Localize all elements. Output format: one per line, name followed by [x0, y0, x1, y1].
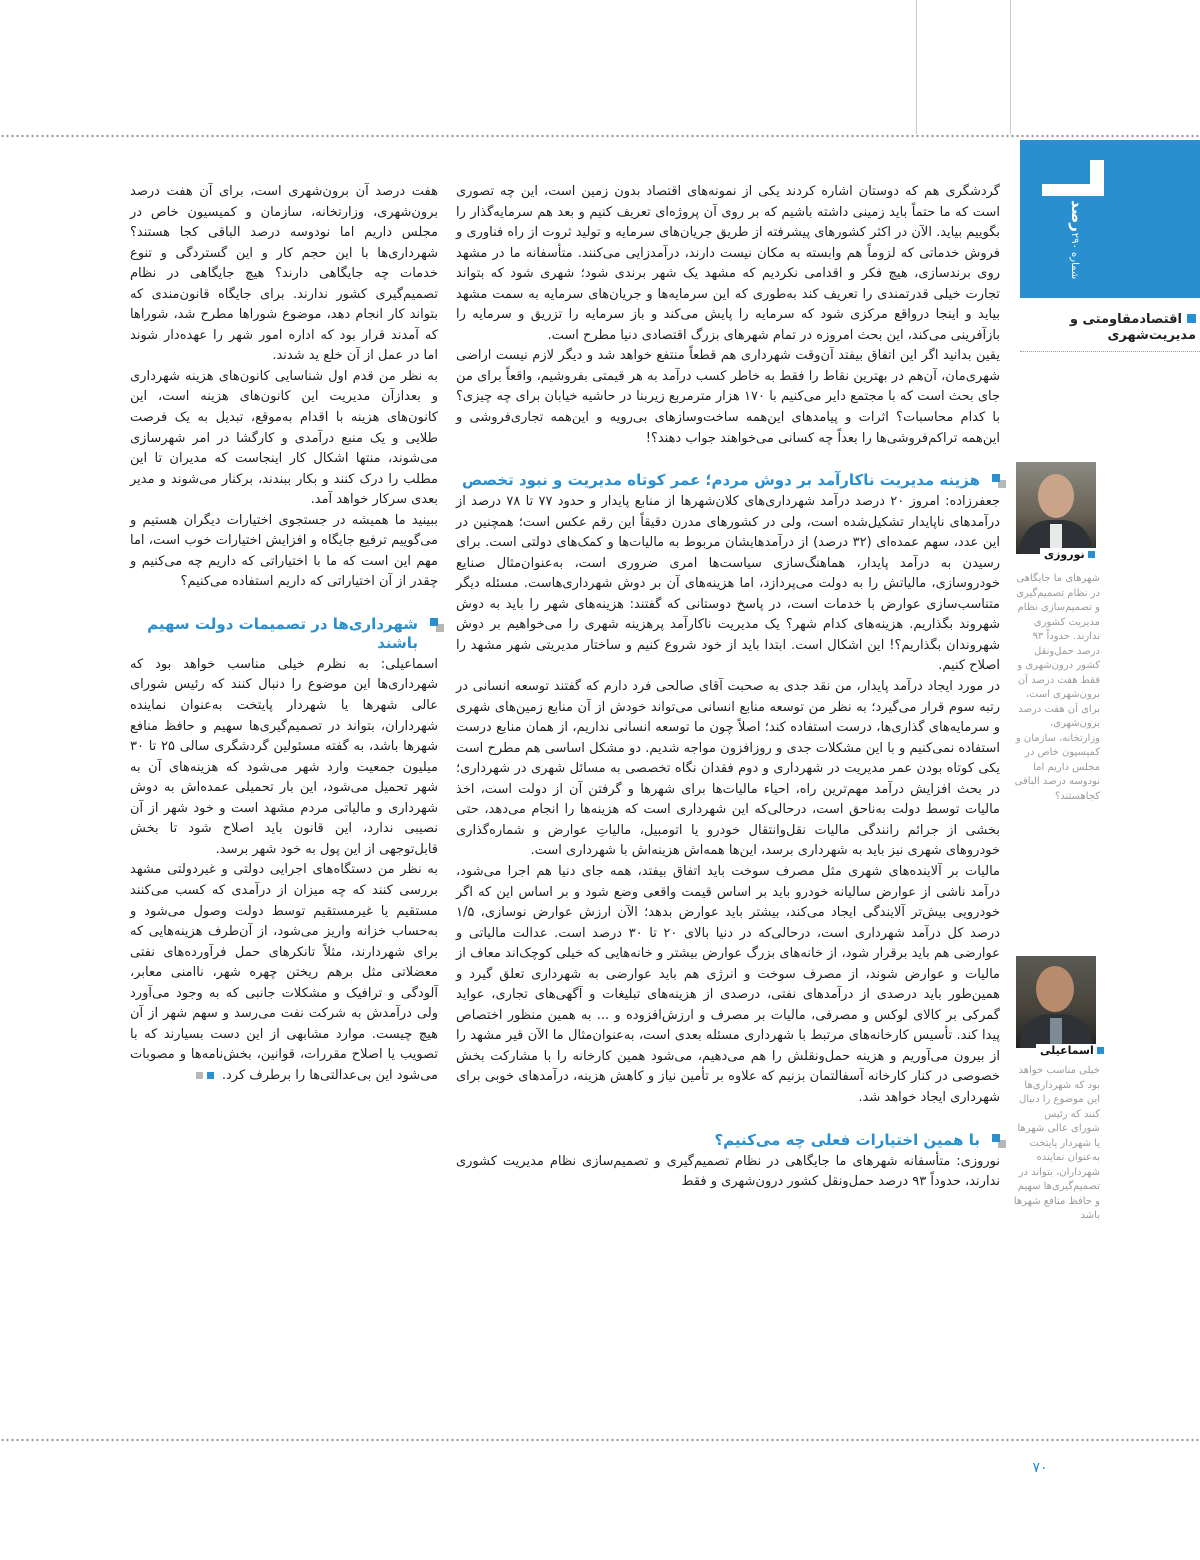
page-number: ۷۰	[1032, 1460, 1048, 1476]
heading-square-icon	[992, 1134, 1000, 1142]
esmaili-name-tag: اسماعیلی	[1036, 1044, 1108, 1058]
paragraph: گردشگری هم که دوستان اشاره کردند یکی از نمونه‌های اقتصاد بدون زمین است، این چه تصوری است که ما حتماً باید زمینی داشته باشیم که بر روی آن پروژه‌ای تعریف کنیم و بعد هم سرمایه‌گذار را بگوییم بیاید. الآن در اکثر کشورهای پیشرفته از طریق جریان‌های سرمایه و تولید ثروت از راه فناوری و فروش خدماتی که لزوماً هم وابسته به مکان نیست دارند، درآمدزایی می‌کنند. متأسفانه ما در مشهد روی برندسازی، هیچ فکر و اقدامی نکردیم که مشهد یک شهر برندی شود؛ شهری شود که بتواند تجارت خیلی قدرتمندی را تعریف کند به‌طوری که این سرمایه‌ها و جریان‌های سرمایه به سمت مشهد بیاید و اینجا درواقع مرکزی شود که سرمایه را پایش می‌کند و باز سرمایه را تزریق و سرمایه را بازآفرینی می‌کند، این بحث امروزه در تمام شهرهای بزرگ اقتصادی دنیا مطرح است.	[456, 184, 1000, 343]
heading-square-icon	[430, 618, 438, 626]
subheading: هزینه مدیریت ناکارآمد بر دوش مردم؛ عمر کوتاه مدیریت و نبود تخصص	[456, 471, 1000, 490]
header-rule-right	[1010, 0, 1011, 134]
section-square-icon	[1187, 314, 1196, 323]
end-mark-icon	[196, 1072, 203, 1079]
subheading: با همین اختیارات فعلی چه می‌کنیم؟	[456, 1131, 1000, 1150]
section-rule	[1020, 351, 1200, 352]
subheading: شهرداری‌ها در تصمیمات دولت سهیم باشند	[130, 615, 438, 653]
section-label: اقتصادمقاومتی و مدیریت‌شهری	[1069, 312, 1196, 343]
esmaili-photo	[1016, 956, 1096, 1048]
magazine-name: رصد	[1068, 200, 1086, 232]
paragraph: یقین بدانید اگر این اتفاق بیفتد آن‌وقت شهرداری هم قطعاً منتفع خواهد شد و دیگر لازم نیست اراضی شهری‌مان، آن‌هم در بهترین نقاط را فقط به خاطر کسب درآمد به هر قیمتی بفروشیم، واقعاً برای من جای بحث است که با مجتمع دایر می‌کنیم با ۱۷۰ هزار مترمربع زیربنا در حاشیه خیابان برای چه چیزی؟ با کدام محاسبات؟ اثرات و پیامدهای این‌همه ساخت‌وسازهای بی‌رویه و این‌همه تجاری‌فروشی و این‌همه تراکم‌فروشی‌ها را بعداً چه کسانی می‌خواهند جواب دهند؟!	[456, 348, 1000, 446]
top-dotted-rule	[0, 134, 1200, 138]
article-column-left	[130, 182, 438, 1086]
tag-square-icon	[1088, 551, 1095, 558]
paragraph: نوروزی: متأسفانه شهرهای ما جایگاهی در نظام تصمیم‌گیری و تصمیم‌سازی نظام مدیریت کشوری ندارند، حدوداً ۹۳ درصد حمل‌ونقل کشور درون‌شهری و فقط	[456, 1153, 1000, 1190]
paragraph: به نظر من دستگاه‌های اجرایی دولتی و غیردولتی مشهد بررسی کنند که چه میزان از درآمدی که کسب می‌کنند مستقیم یا غیرمستقیم توسط دولت وصول می‌شود و به‌حساب خزانه واریز می‌شود، از آن‌طرف هزینه‌هایی که برای شهردارند، مثلاً تانکرهای حمل فرآورده‌های نفتی معضلاتی مثل برهم ریختن چهره شهر، ناامنی معابر، آلودگی و ترافیک و مشکلات جانبی که به وجود می‌آورد ولی درآمدش به شرکت نفت می‌رسد و سهم شهر از آن هیچ چیست. موارد مشابهی از این دست بسیارند که با تصویب یا اصلاح مقررات، قوانین، بخش‌نامه‌ها و مصوبات می‌شود این بی‌عدالتی‌ها را برطرف کرد.	[130, 862, 438, 1083]
esmaili-pullquote: خیلی مناسب خواهد بود که شهرداری‌ها این موضوع را دنبال کنند که رئیس شورای عالی شهرها یا شهردار پایتخت به‌عنوان نماینده شهرداران، بتواند در تصمیم‌گیری‌ها سهیم و حافظ منافع شهرها باشد	[1013, 1065, 1100, 1221]
paragraph: هفت درصد آن برون‌شهری است، برای آن هفت درصد برون‌شهری، وزارتخانه، سازمان و کمیسیون خاص در مجلس داریم اما نودوسه درصد الباقی کجا هستند؟ شهرداری‌ها با این حجم کار و این گستردگی و تنوع خدمات چه جایگاهی دارند؟ هیچ جایگاهی در نظام تصمیم‌گیری کشور ندارند. برای جایگاه قانون‌مندی که بتواند کار انجام دهد، موضوع شوراها مطرح شد، شوراها که آمدند قرار بود که اداره امور شهر را عهده‌دار شوند اما در عمل از آن خلع ید شدند.	[130, 184, 438, 364]
heading-square-icon	[992, 474, 1000, 482]
magazine-logo	[1032, 156, 1112, 284]
paragraph: در مورد ایجاد درآمد پایدار، من نقد جدی به صحبت آقای صالحی فرد دارم که گفتند توسعه انسانی در رتبه سوم قرار می‌گیرد؛ به نظر من توسعه منابع انسانی می‌تواند خودش از آن منابع زمین‌های شهری و سرمایه‌های گذاری‌ها، درست استفاده کند؛ اصلاً چون ما توسعه انسانی نداریم، از همان منابع درست استفاده نمی‌کنیم و با این مشکلات جدی و روزافزون مواجه شدیم. دو مشکل اساسی هم مطرح است یکی کوتاه بودن عمر مدیریت در شهرداری و دوم فقدان نگاه تخصصی به مسائل شهری در شهرداری؛ در بحث افزایش درآمد مهم‌ترین راه، احیاء مالیات‌ها برای شهرها و گرفتن آن از دولت است، اخذ مالیات توسط دولت به‌ناحق است، درحالی‌که این شهرداری است که هزینه‌ها را انجام می‌دهد، حتی بخشی از جرائم رانندگی مالیات نقل‌وانتقال خودرو یا اتومبیل، مالیاتِ عوارض و شماره‌گذاری خودروهای شهری نیز باید به شهرداری برسد، این‌ها همه‌اش هزینه‌اش با شهرداری است.	[456, 679, 1000, 859]
bottom-dotted-rule	[0, 1438, 1200, 1442]
nowruzi-photo	[1016, 462, 1096, 554]
issue-number: شماره ۲۹۰	[1069, 232, 1080, 280]
paragraph: جعفرزاده: امروز ۲۰ درصد درآمد شهرداری‌های کلان‌شهرها از منابع پایدار و حدود ۷۷ تا ۷۸ درصد از درآمدهای ناپایدار تشکیل‌شده است، ولی در کشورهای مدرن دقیقاً این رقم عکس است؛ همچنین در این عدد، سهم عمده‌ای (۳۲ درصد) از درآمدهایشان مربوط به مالیات‌ها و کمک‌های دولتی است. برای رسیدن به درآمد پایدار، هماهنگ‌سازی سیاست‌ها امری ضروری است، به‌عنوان‌مثال صنایع خودروسازی، مالیاتش را به دولت می‌پردازد، اما هزینه‌های آن بر دوش شهرداری‌هاست. مسئله دیگر متناسب‌سازی عوارض با خدمات است، در پاسخ دوستانی که گفتند: هزینه‌های شهر را باید به دوش شهروند بگذاریم. هزینه‌های کدام شهر؟ یک مدیریت ناکارآمد پرهزینه شهری را می‌خواهیم بر دوش شهروندان بگذاریم؟! این اشکال است. ابتدا باید از خود شروع کنیم و ساختار مدیریتی شهر مشهد را اصلاح کنیم.	[456, 494, 1000, 674]
paragraph: ببینید ما همیشه در جستجوی اختیارات دیگران هستیم و می‌گوییم ترفیع جایگاه و افزایش اختیارات خوب است، اما مهم این است که ما با اختیاراتی که داریم چه می‌کنیم و چقدر از آن اختیاراتی که داریم استفاده می‌کنیم؟	[130, 512, 438, 590]
tag-square-icon	[1097, 1047, 1104, 1054]
article-column-right	[456, 182, 1000, 1193]
nowruzi-pullquote: شهرهای ما جایگاهی در نظام تصمیم‌گیری و تصمیم‌سازی نظام مدیریت کشوری ندارند. حدوداً ۹۳ درصد حمل‌ونقل کشور درون‌شهری و فقط هفت درصد آن برون‌شهری است، برای آن هفت درصد برون‌شهری، وزارتخانه، سازمان و کمیسیون خاص در مجلس داریم اما نودوسه درصد الباقی کجاهستند؟	[1014, 573, 1100, 802]
nowruzi-name-tag: نوروزی	[1040, 548, 1099, 562]
end-mark-icon	[207, 1072, 214, 1079]
paragraph: مالیات بر آلاینده‌های شهری مثل مصرف سوخت باید اتفاق بیفتد، همه جای دنیا هم اجرا می‌شود، درآمد ناشی از عوارض سالیانه خودرو باید بر اساس قیمت واقعی وضع شود و بر اساس این که اگر خودرویی بیش‌تر آلایندگی ایجاد می‌کند، بیشتر باید عوارض بدهد؛ الآن ارزش عوارض نوسازی، ۱/۵ درصد کل درآمد شهرداری است، درحالی‌که در دنیا بالای ۲۰ تا ۳۰ درصد است. عدالت مالیاتی و عوارضی هم باید برقرار شود، از خانه‌های بزرگ عوارض بیشتر و خانه‌هایی که خیلی کوچک‌اند معاف از مالیات و عوارض شوند، از مصرف سوخت و انرژی هم باید عوارضی به شهرداری تعلق گیرد و همین‌طور باید درصدی از درآمدهای نفتی، درصدی از هزینه‌های تبلیغات و آگهی‌های تجاری، عواید گمرکی بر کالای لوکس و مصرفی، مالیات بر مصرف و ارزش‌افزوده و ... به همین منظور اختصاص پیدا کند. تأسیس کارخانه‌های مرتبط با شهرداری مسئله بعدی است، به‌عنوان‌مثال ما الآن قیر مشهد را از بیرون می‌آوریم و هزینه حمل‌ونقلش را هم می‌دهیم، می‌شود همین کارخانه را با مشارکت بخش خصوصی در کنار کارخانه آسفالتمان بزنیم که علاوه بر تأمین نیاز و کاهش هزینه، درآمدهای خوبی برای شهرداری ایجاد خواهد شد.	[456, 863, 1000, 1105]
paragraph: اسماعیلی: به نظرم خیلی مناسب خواهد بود که شهرداری‌ها این موضوع را دنبال کنند که رئیس شورای عالی شهرها یا شهردار پایتخت به‌عنوان نماینده شهرداران، بتواند در تصمیم‌گیری‌ها سهیم و حافظ منافع شهرها باشد، به گفته مسئولین گردشگری سالی ۲۵ تا ۳۰ میلیون جمعیت وارد شهر می‌شود که هزینه‌های آن به شهر تحمیل می‌شود، این بار تحمیلی عمده‌اش به دوش شهرداری و مالیاتی مردم مشهد است و خود شهر از آن نصیبی ندارد، این قانون باید اصلاح شود تا بخش قابل‌توجهی از این پول به خود شهر برسد.	[130, 656, 438, 857]
header-rule-left	[916, 0, 917, 134]
paragraph: به نظر من قدم اول شناسایی کانون‌های هزینه شهرداری و بعدازآن مدیریت این کانون‌های هزینه است، این کانون‌های هزینه با اقدام به‌موقع، تبدیل به یک فرصت طلایی و یک منبع درآمدی و کارگشا در امر شهرسازی می‌شوند، منتها اشکال کار اینجاست که مدیران تا این مطلب را درک کنند و بکار ببندند، برکنار می‌شوند و مدیر بعدی سرکار خواهد آمد.	[130, 368, 438, 508]
